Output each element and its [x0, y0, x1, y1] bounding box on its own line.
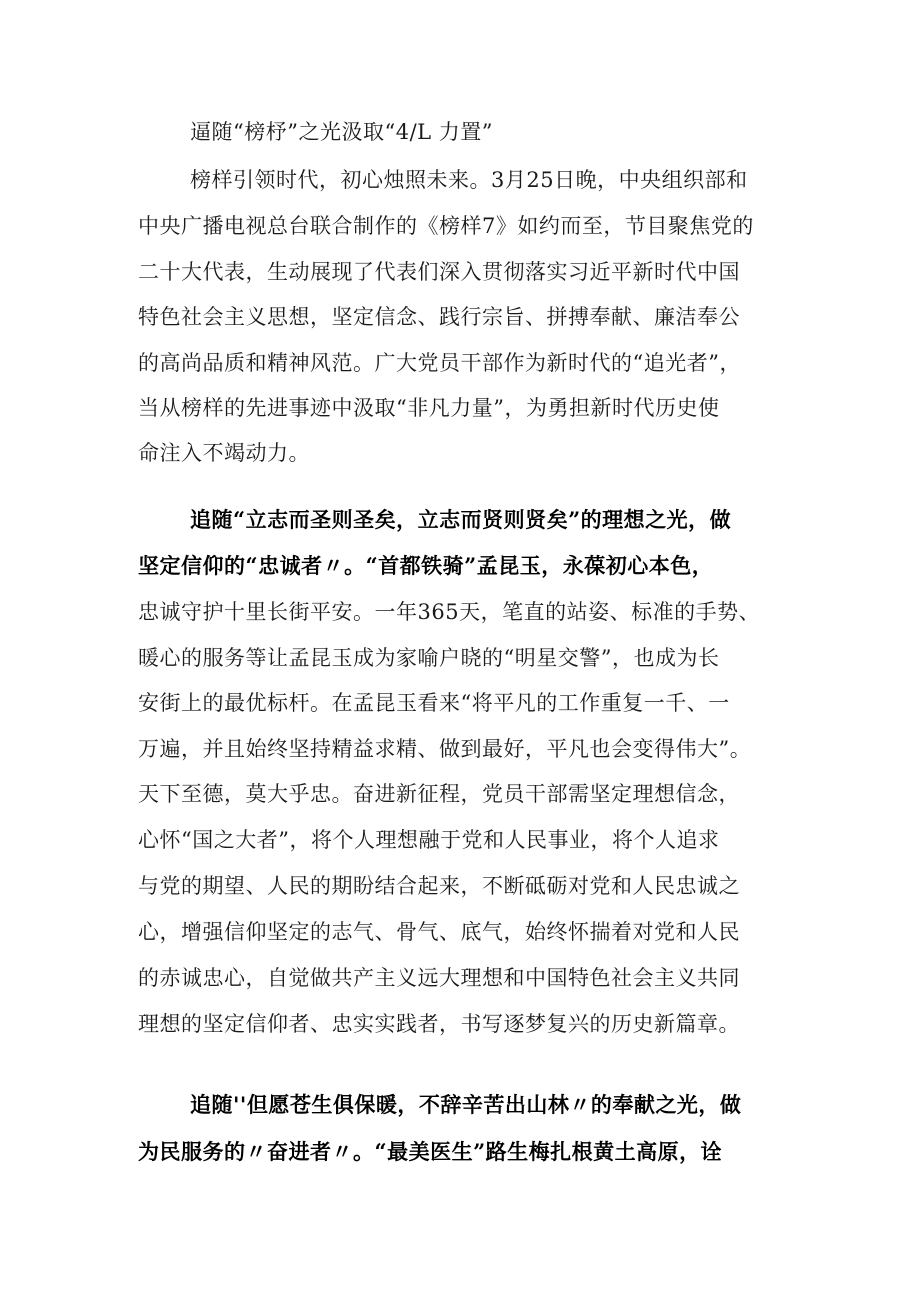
- paragraph-1-line-5: 的高尚品质和精神风范。广大党员干部作为新时代的“追光者”，: [138, 351, 741, 375]
- paragraph-2-line-1: 追随“立志而圣则圣矣，立志而贤则贤矣”的理想之光，做: [190, 507, 732, 532]
- paragraph-1-line-2: 中央广播电视总台联合制作的《榜样7》如约而至，节目聚焦党的: [138, 214, 754, 238]
- paragraph-2-line-4: 暖心的服务等让孟昆玉成为家喻户晓的“明星交警”，也成为长: [138, 646, 720, 670]
- paragraph-1-line-7: 命注入不竭动力。: [138, 441, 310, 465]
- paragraph-1-line-4: 特色社会主义思想，坚定信念、践行宗旨、拼搏奉献、廉洁奉公: [138, 305, 740, 329]
- paragraph-2-line-5: 安街上的最优标杆。在孟昆玉看来“将平凡的工作重复一千、一: [138, 691, 730, 715]
- paragraph-3-line-2: 为民服务的〃奋进者〃。“最美医生”路生梅扎根黄土高原，诠: [138, 1139, 723, 1164]
- paragraph-2-line-3: 忠诚守护十里长街平安。一年365天，笔直的站姿、标准的手势、: [138, 600, 761, 624]
- paragraph-2-line-11: 的赤诚忠心，自觉做共产主义远大理想和中国特色社会主义共同: [138, 966, 740, 990]
- paragraph-1-line-1: 榜样引领时代，初心烛照未来。3月25日晚，中央组织部和: [190, 168, 748, 192]
- document-title: 逼随“榜杼”之光汲取“4/L 力置”: [190, 120, 493, 144]
- paragraph-2-line-9: 与党的期望、人民的期盼结合起来，不断砥砺对党和人民忠诚之: [138, 874, 740, 898]
- paragraph-2-line-10: 心，增强信仰坚定的志气、骨气、底气，始终怀揣着对党和人民: [138, 920, 740, 944]
- paragraph-2-line-7: 天下至德，莫大乎忠。奋进新征程，党员干部需坚定理想信念，: [138, 782, 740, 806]
- paragraph-1-line-3: 二十大代表，生动展现了代表们深入贯彻落实习近平新时代中国: [138, 260, 740, 284]
- paragraph-2-line-6: 万遍，并且始终坚持精益求精、做到最好，平凡也会变得伟大”。: [138, 737, 752, 761]
- paragraph-2-line-12: 理想的坚定信仰者、忠实实践者，书写逐梦复兴的历史新篇章。: [138, 1012, 740, 1036]
- paragraph-3-line-1: 追随''但愿苍生俱保暖，不辞辛苦出山林〃的奉献之光，做: [190, 1092, 742, 1117]
- paragraph-2-line-2: 坚定信仰的“忠诚者〃。“首都铁骑”孟昆玉，永葆初心本色，: [138, 553, 714, 578]
- paragraph-2-line-8: 心怀“国之大者”，将个人理想融于党和人民事业，将个人追求: [138, 828, 720, 852]
- paragraph-1-line-6: 当从榜样的先进事迹中汲取“非凡力量”，为勇担新时代历史使: [138, 396, 720, 420]
